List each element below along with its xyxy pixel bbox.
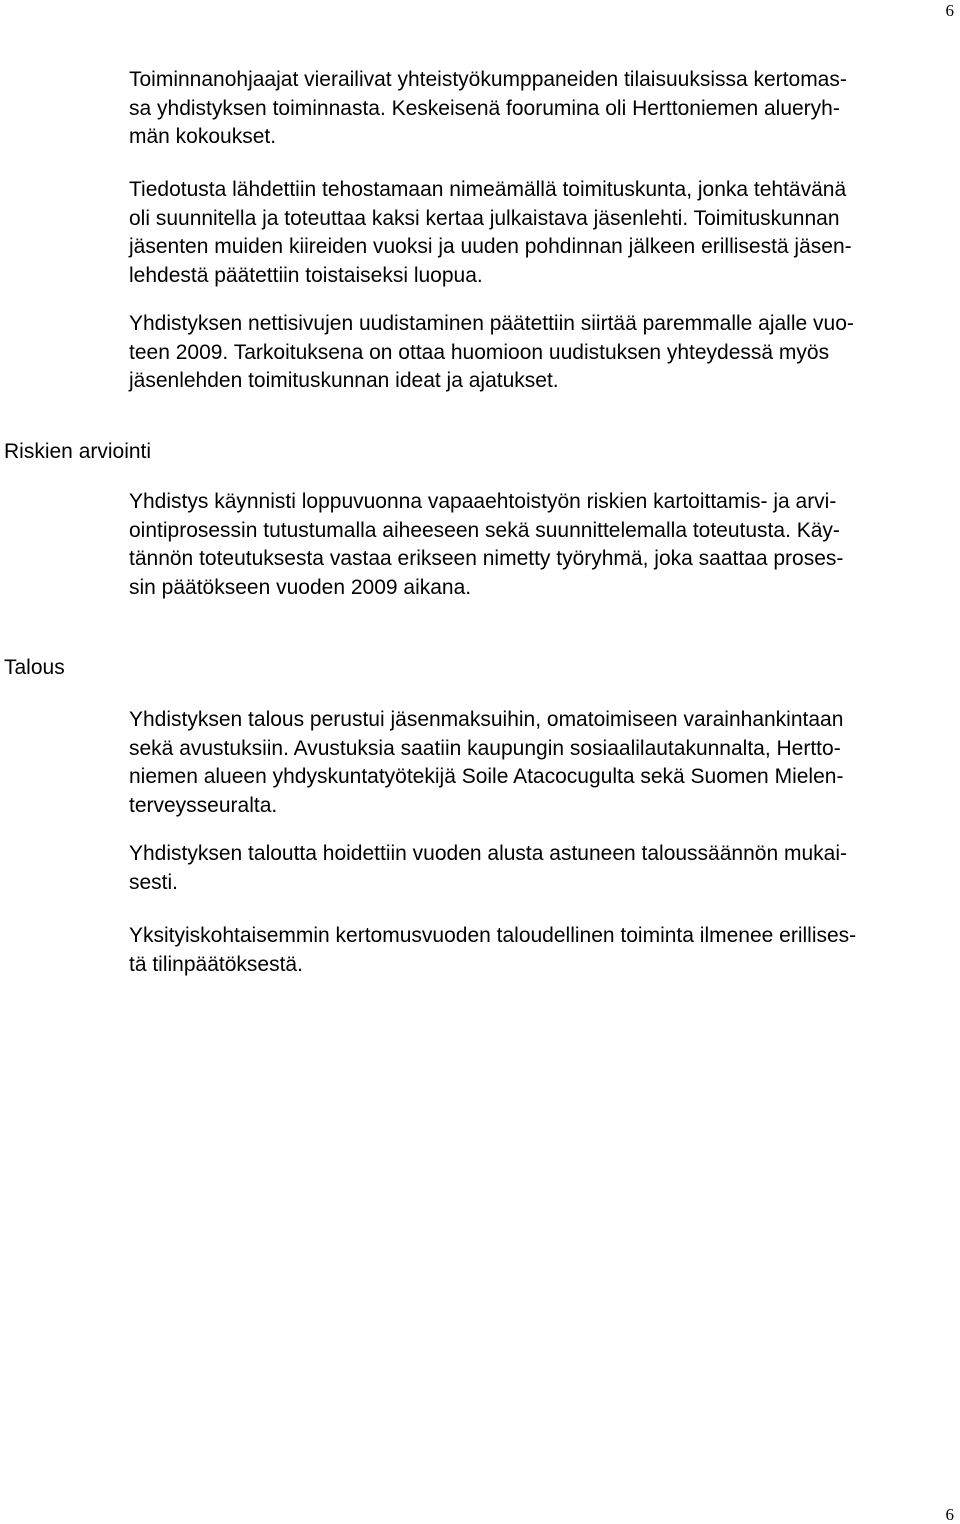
text-line: sesti. xyxy=(129,870,179,894)
text-line: lehdestä päätettiin toistaiseksi luopua. xyxy=(129,263,483,287)
text-line: niemen alueen yhdyskuntatyötekijä Soile Atacocugulta sekä Suomen Mielen- xyxy=(129,765,844,788)
paragraph-taloussaanto xyxy=(129,840,955,897)
text-line: sekä avustuksiin. Avustuksia saatiin kaupungin sosiaalilautakunnalta, Hertto- xyxy=(129,736,841,760)
text-line: Toiminnanohjaajat vierailivat yhteistyökumppaneiden tilaisuuksissa kertomas- xyxy=(129,68,847,91)
paragraph-riskien-arviointi xyxy=(129,488,955,602)
text-line: män kokoukset. xyxy=(129,125,277,148)
text-line: Yhdistyksen talous perustui jäsenmaksuihin, omatoimiseen varainhankintaan xyxy=(129,708,844,731)
paragraph-nettisivut xyxy=(129,310,955,396)
text-line: Yhdistys käynnisti loppuvuonna vapaaehtoistyön riskien kartoittamis- ja arvi- xyxy=(129,490,837,513)
text-line: sin päätökseen vuoden 2009 aikana. xyxy=(129,575,472,599)
text-line: oli suunnitella ja toteuttaa kaksi kertaa julkaistava jäsenlehti. Toimituskunnan xyxy=(129,206,840,230)
text-line: ointiprosessin tutustumalla aiheeseen sekä suunnittelemalla toteutusta. Käy- xyxy=(129,518,840,542)
text-line: Yhdistyksen taloutta hoidettiin vuoden alusta astuneen taloussäännön mukai- xyxy=(129,842,847,865)
page-number-bottom: 6 xyxy=(945,1505,954,1524)
text-line: terveysseuralta. xyxy=(129,793,278,817)
text-line: teen 2009. Tarkoituksena on ottaa huomioon uudistuksen yhteydessä myös xyxy=(129,340,830,364)
paragraph-tiedotus xyxy=(129,176,955,290)
text-line: jäsenlehden toimituskunnan ideat ja ajatukset. xyxy=(129,369,559,392)
section-heading-riskien-arviointi: Riskien arviointi xyxy=(4,440,152,463)
text-line: Tiedotusta lähdettiin tehostamaan nimeämällä toimituskunta, jonka tehtävänä xyxy=(129,178,847,201)
text-line: Yksityiskohtaisemmin kertomusvuoden taloudellinen toiminta ilmenee erillises- xyxy=(129,924,857,947)
section-heading-talous: Talous xyxy=(4,656,65,679)
text-line: sa yhdistyksen toiminnasta. Keskeisenä foorumina oli Herttoniemen alueryh- xyxy=(129,96,840,120)
paragraph-talous-perustui xyxy=(129,706,955,820)
paragraph-tilinpaatos xyxy=(129,922,955,979)
page-number-top: 6 xyxy=(945,1,954,20)
text-line: jäsenten muiden kiireiden vuoksi ja uuden pohdinnan jälkeen erillisestä jäsen- xyxy=(129,235,852,258)
text-line: tä tilinpäätöksestä. xyxy=(129,952,303,976)
paragraph-toimintaohjaajat xyxy=(129,66,955,152)
text-line: Yhdistyksen nettisivujen uudistaminen päätettiin siirtää paremmalle ajalle vuo- xyxy=(129,312,854,335)
text-line: tännön toteutuksesta vastaa erikseen nimetty työryhmä, joka saattaa proses- xyxy=(129,547,844,570)
